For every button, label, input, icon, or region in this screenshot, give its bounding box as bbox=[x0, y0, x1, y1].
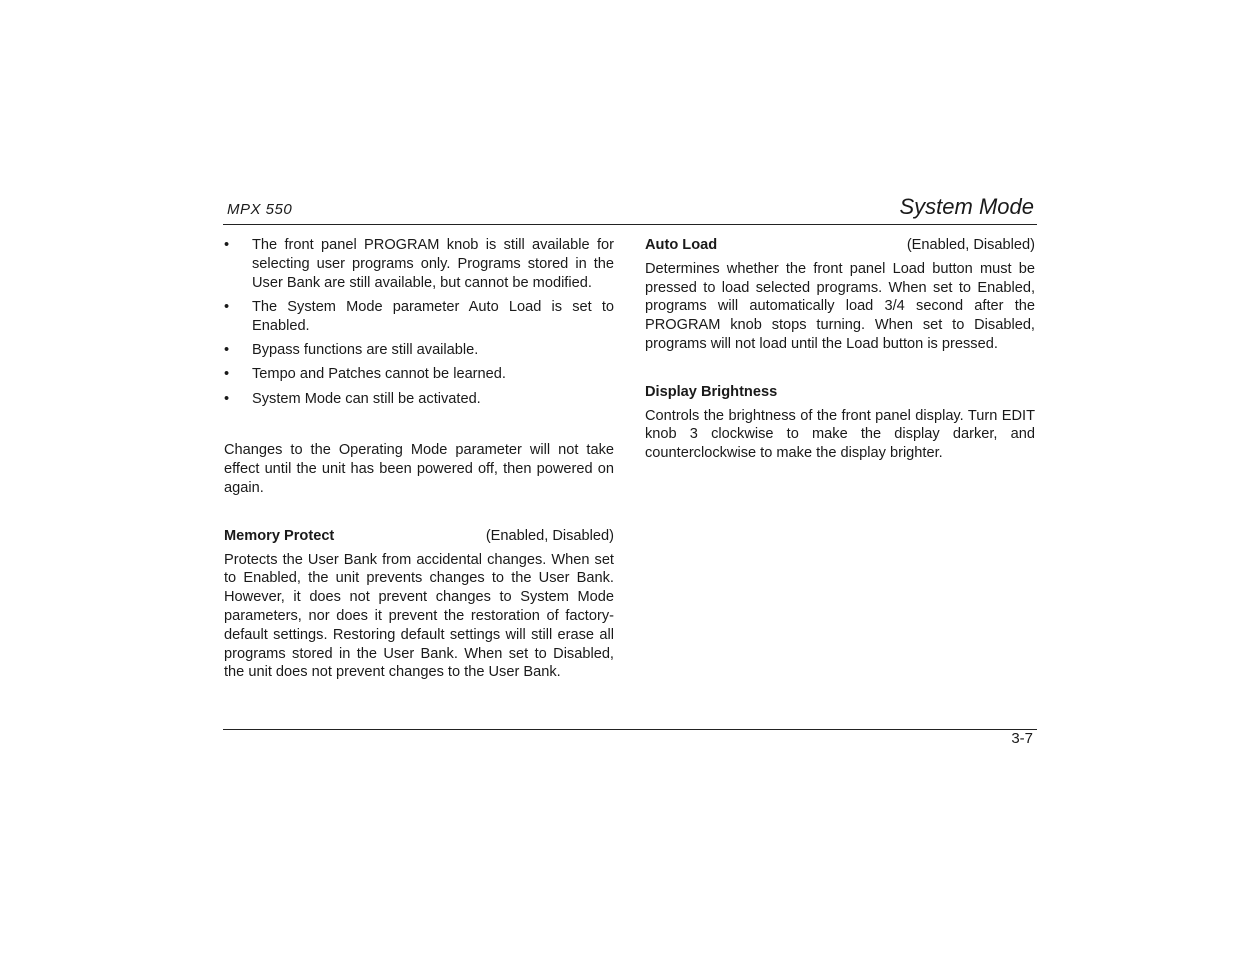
memory-protect-options: (Enabled, Disabled) bbox=[485, 527, 614, 544]
auto-load-heading bbox=[645, 236, 1035, 255]
bullet-icon: • bbox=[224, 298, 230, 315]
right-column bbox=[645, 236, 1035, 463]
memory-protect-description: Protects the User Bank from accidental changes. When set to Enabled, the unit prevents changes to the User Bank. However, it does not prevent changes to System Mode parameters, nor does it prevent the restoration of factory-default settings. Restoring default settings will still erase all programs stored in the User Bank. When set to Disabled, the unit does not prevent changes to the User Bank. bbox=[224, 551, 614, 681]
footer-divider bbox=[223, 729, 1037, 730]
auto-load-description: Determines whether the front panel Load button must be pressed to load selected programs. When set to Enabled, programs will automatically load 3/4 second after the PROGRAM knob stops turning. When set to Disabled, programs will not load until the Load button is pressed. bbox=[645, 260, 1035, 352]
page-number: 3-7 bbox=[1011, 730, 1033, 747]
list-item: • Tempo and Patches cannot be learned. bbox=[224, 366, 506, 383]
auto-load-name: Auto Load bbox=[645, 237, 718, 253]
manual-title: MPX 550 bbox=[227, 201, 293, 218]
list-item: • The front panel PROGRAM knob is still available for selecting user programs only. Programs stored in the User Bank are still available, but cannot be modified. bbox=[224, 237, 614, 291]
list-item: • The System Mode parameter Auto Load is set to Enabled. bbox=[224, 298, 614, 334]
header-divider bbox=[223, 224, 1037, 225]
display-brightness-name: Display Brightness bbox=[645, 383, 778, 400]
operating-mode-note: Changes to the Operating Mode parameter will not take effect until the unit has been powered off, then powered on again. bbox=[224, 442, 614, 496]
left-column bbox=[224, 236, 614, 682]
restriction-list bbox=[224, 236, 614, 408]
bullet-icon: • bbox=[224, 366, 230, 383]
bullet-icon: • bbox=[224, 341, 230, 358]
bullet-icon: • bbox=[224, 237, 230, 253]
memory-protect-heading bbox=[224, 527, 614, 546]
list-item: • System Mode can still be activated. bbox=[224, 390, 481, 407]
display-brightness-description: Controls the brightness of the front panel display. Turn EDIT knob 3 clockwise to make the display darker, and counterclockwise to make the display brighter. bbox=[645, 407, 1035, 462]
auto-load-options: (Enabled, Disabled) bbox=[906, 237, 1035, 253]
display-brightness-heading bbox=[645, 383, 1035, 402]
list-item: • Bypass functions are still available. bbox=[224, 341, 479, 358]
bullet-icon: • bbox=[224, 390, 230, 407]
memory-protect-name: Memory Protect bbox=[224, 527, 335, 544]
section-title: System Mode bbox=[899, 194, 1034, 219]
